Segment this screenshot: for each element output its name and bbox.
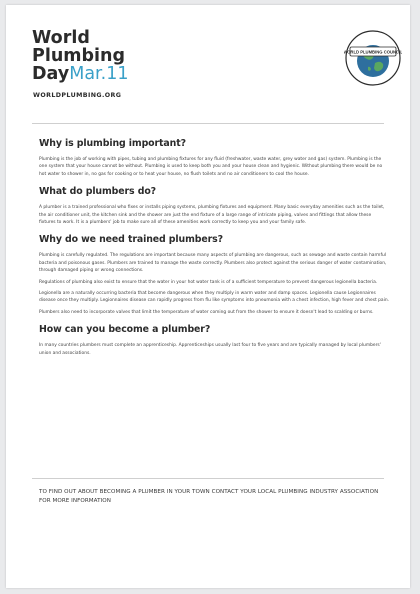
title-line-2: Plumbing xyxy=(32,46,126,66)
title-day: Day xyxy=(32,64,70,84)
section-heading: What do plumbers do? xyxy=(39,186,156,198)
page-title xyxy=(32,29,128,83)
section-paragraph: Regulations of plumbing also exist to ensure that the water in your hot water tank is of a sufficient temperature to prevent dangerous legionella bacteria. xyxy=(39,279,378,285)
section-trained-plumbers xyxy=(39,234,389,316)
section-paragraph: Plumbing is the job of working with pipes, tubing and plumbing fixtures for any fluid (freshwater, waste water, grey water and gas) system. Plumbing is the one system that your house cannot be without. Plumbing is used to keep both you and your house clean and hygienic. Without plumbing there would be no hot water to shower in, no gas for cooking or to heat your house, no flush toilets and no air conditioners to cool the house. xyxy=(39,157,383,177)
call-to-action: TO FIND OUT ABOUT BECOMING A PLUMBER IN YOUR TOWN CONTACT YOUR LOCAL PLUMBING INDUSTRY ASSOCIATION FOR MORE INFORMATION xyxy=(39,489,379,504)
main-content xyxy=(39,138,389,365)
document-page xyxy=(6,5,410,588)
section-what-plumbers-do xyxy=(39,186,389,226)
section-paragraph: Plumbers also need to incorporate valves that limit the temperature of water coming out from the shower to ensure it doesn't lead to scalding or burns. xyxy=(39,309,374,315)
section-paragraph: A plumber is a trained professional who fixes or installs piping systems, plumbing fixtures and equipment. Many basic everyday amenities such as the toilet, the air conditioner unit, the kitchen sink and the shower are just the end fixture of a large range of intricate piping, valves and fittings that allow these fixtures to work. It is a plumbers' job to make sure all of these amenities work correctly to keep you and your family safe. xyxy=(39,205,385,226)
divider-top xyxy=(32,123,384,124)
section-paragraph: In many countries plumbers must complete an apprenticeship. Apprenticeships usually last four to five years and are typically managed by local plumbers' union and associations. xyxy=(39,343,381,356)
section-paragraph: Plumbing is carefully regulated. The regulations are important because many aspects of plumbing are dangerous, such as sewage and waste contain harmful bacteria and poisonous gases. Plumbers are trained to manage the waste correctly. Plumbers also protect against the serious danger of water contamination, through damaged piping or wrong connections. xyxy=(39,253,387,274)
title-line-1: World xyxy=(32,28,90,48)
section-paragraph: Legionella are a naturally occurring bacteria that become dangerous when they multiply in warm water and damp spaces. Legionella cause Legionnaires disease once they multiply. Legionnaires disease can rapidly progress from flu like symptoms into pneumonia with a chest infection, high fever and chest pain. xyxy=(39,291,390,304)
title-date: Mar.11 xyxy=(69,64,129,84)
section-heading: Why do we need trained plumbers? xyxy=(39,234,223,246)
section-importance xyxy=(39,138,389,178)
title-line-3 xyxy=(32,65,128,83)
section-heading: How can you become a plumber? xyxy=(39,324,211,336)
section-heading: Why is plumbing important? xyxy=(39,138,186,149)
divider-bottom xyxy=(32,478,384,479)
world-plumbing-council-logo xyxy=(344,29,402,87)
website-link[interactable]: WORLDPLUMBING.ORG xyxy=(33,92,122,99)
logo-text: WORLD PLUMBING COUNCIL xyxy=(344,49,402,55)
section-become-plumber xyxy=(39,324,389,357)
